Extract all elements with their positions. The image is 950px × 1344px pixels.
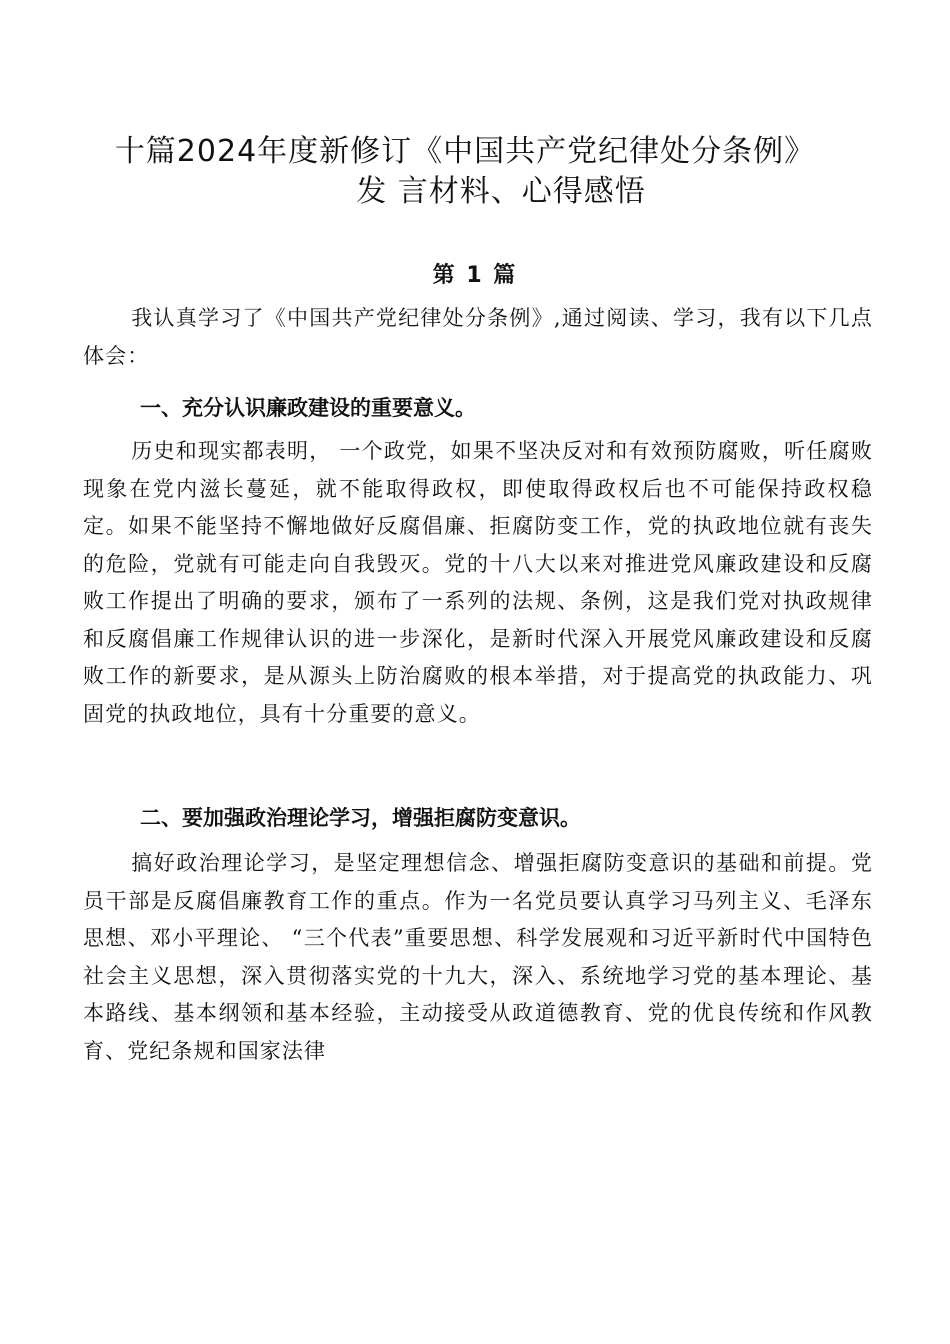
chapter-heading: 第 1 篇	[432, 263, 518, 288]
intro-paragraph: 我认真学习了《中国共产党纪律处分条例》,通过阅读、学习，我有以下几点体会：	[83, 306, 873, 368]
section-1-paragraph: 历史和现实都表明， 一个政党，如果不坚决反对和有效预防腐败，听任腐败现象在党内滋长蔓延，就不能取得政权，即使取得政权后也不可能保持政权稳定。如果不能坚持不懈地做好反腐倡廉、拒腐防变工作，党的执政地位就有丧失的危险，党就有可能走向自我毁灭。党的十八大以来对推进党风廉政建设和反腐败工作提出了明确的要求，颁布了一系列的法规、条例，这是我们党对执政规律和反腐倡廉工作规律认识的进一步深化，是新时代深入开展党风廉政建设和反腐败工作的新要求，是从源头上防治腐败的根本举措，对于提高党的执政能力、巩固党的执政地位，具有十分重要的意义。	[83, 439, 873, 726]
section-2-paragraph: 搞好政治理论学习，是坚定理想信念、增强拒腐防变意识的基础和前提。党员干部是反腐倡廉教育工作的重点。作为一名党员要认真学习马列主义、毛泽东思想、邓小平理论、 “三个代表”重要思想、科学发展观和习近平新时代中国特色社会主义思想，深入贯彻落实党的十九大，深入、系统地学习党的基本理论、基本路线、基本纲领和基本经验，主动接受从政道德教育、党的优良传统和作风教育、党纪条规和国家法律	[83, 851, 873, 1063]
section-2-body	[83, 845, 873, 1070]
section-heading-1: 一、充分认识廉政建设的重要意义。	[140, 396, 476, 420]
section-heading-2: 二、要加强政治理论学习，增强拒腐防变意识。	[140, 806, 581, 830]
section-1-body	[83, 433, 873, 733]
intro-block	[83, 300, 873, 375]
document-title-line2: 发 言材料、心得感悟	[356, 174, 646, 209]
document-title-line1: 十篇2024年度新修订《中国共产党纪律处分条例》	[114, 134, 816, 169]
